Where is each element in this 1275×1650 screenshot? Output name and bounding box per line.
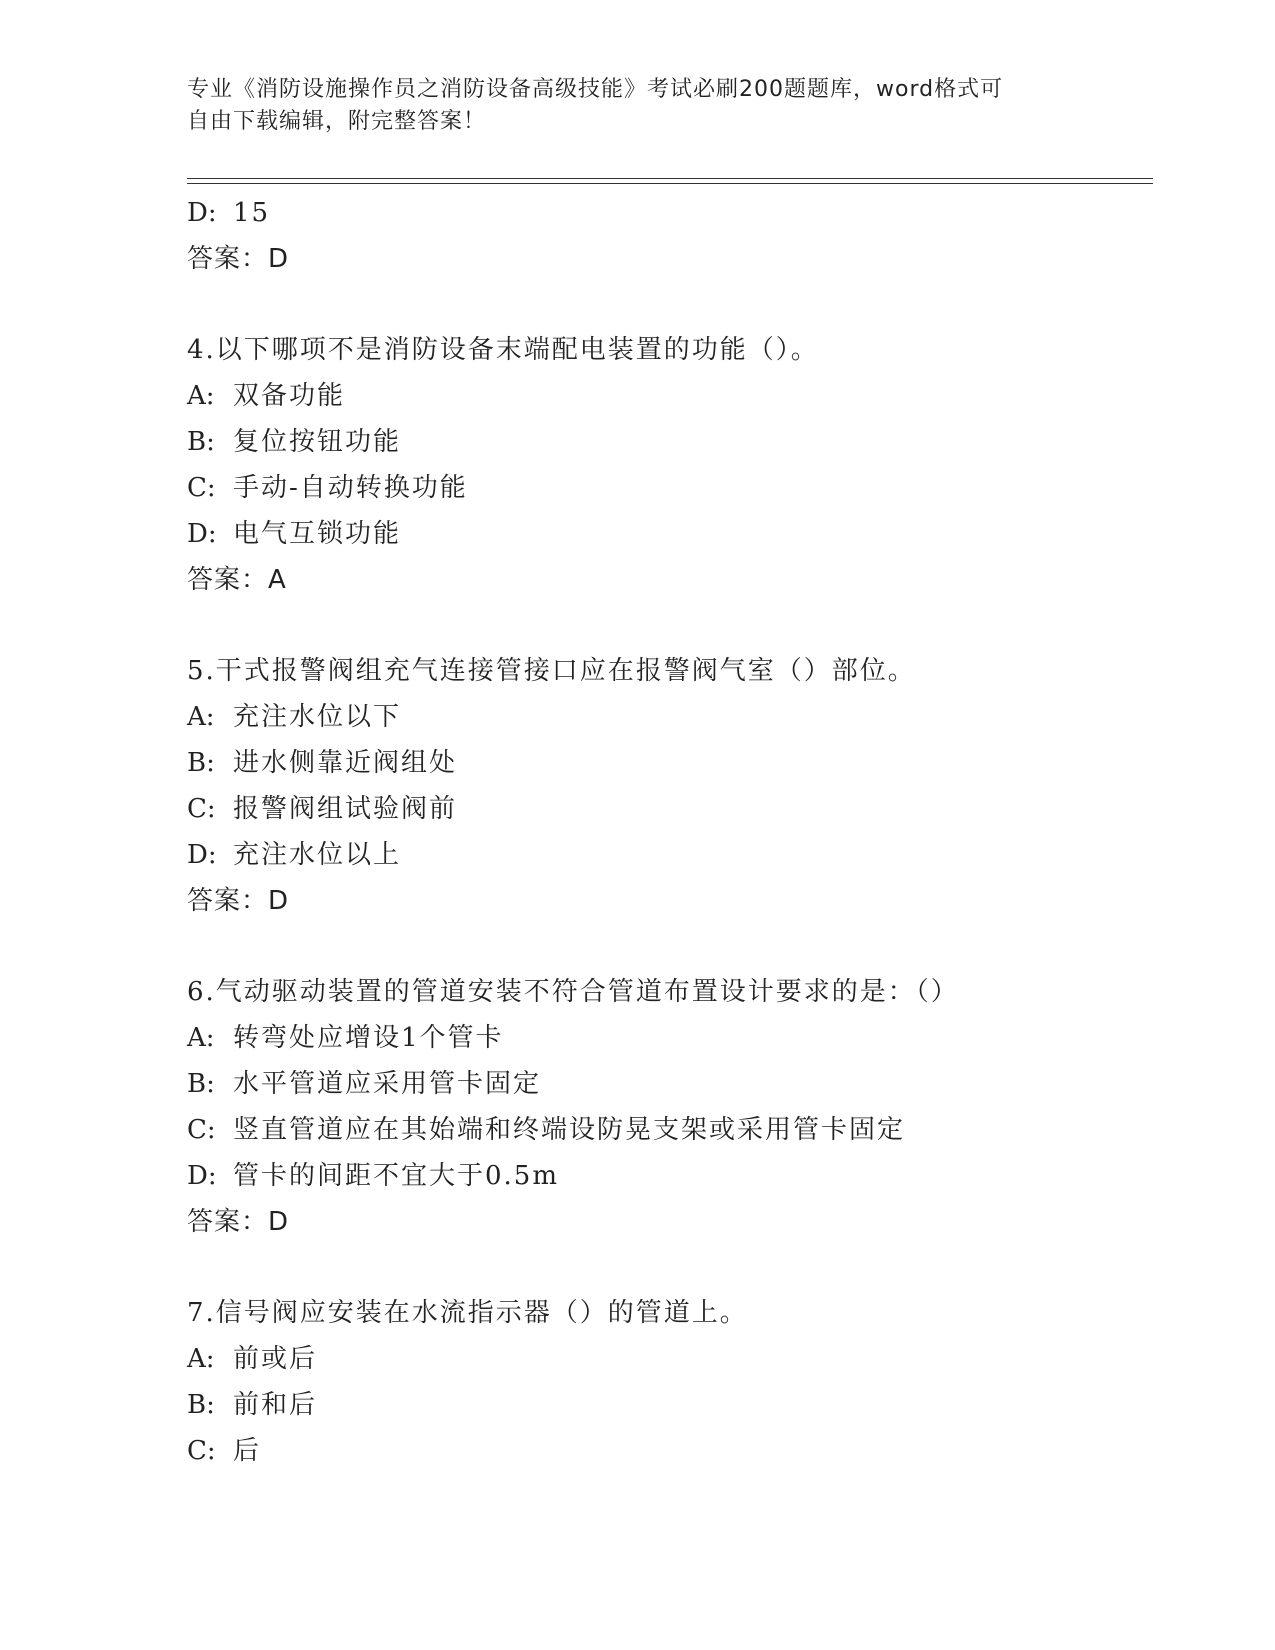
question-3 (187, 190, 1153, 282)
option-letter: D: (187, 198, 217, 228)
option-letter: B: (187, 427, 215, 457)
option-text: 双备功能 (233, 381, 346, 411)
header-line-2: 自由下载编辑，附完整答案！ (187, 109, 487, 134)
option-letter: D: (187, 840, 217, 870)
option-c (187, 786, 1153, 832)
option-letter: D: (187, 519, 217, 549)
option-text: 前或后 (233, 1344, 318, 1374)
question-stem: 7.信号阀应安装在水流指示器（）的管道上。 (187, 1298, 748, 1328)
option-b (187, 1061, 1153, 1107)
option-text: 报警阀组试验阀前 (233, 794, 458, 824)
answer-line: 答案：A (187, 565, 287, 595)
question-stem: 4.以下哪项不是消防设备末端配电装置的功能（）。 (187, 335, 819, 365)
question-spacer (187, 282, 1153, 327)
option-a (187, 1015, 1153, 1061)
answer-line: 答案：D (187, 244, 290, 274)
option-d (187, 190, 1153, 236)
option-text: 充注水位以上 (233, 840, 402, 870)
option-letter: A: (187, 702, 215, 732)
question-spacer (187, 1245, 1153, 1290)
option-a (187, 1336, 1153, 1382)
question-spacer (187, 603, 1153, 648)
option-text: 手动-自动转换功能 (233, 473, 468, 503)
option-d (187, 511, 1153, 557)
question-5 (187, 648, 1153, 924)
header-line-1: 专业《消防设施操作员之消防设备高级技能》考试必刷200题题库，word格式可 (187, 77, 1004, 102)
document-header (187, 74, 1067, 138)
question-stem: 5.干式报警阀组充气连接管接口应在报警阀气室（）部位。 (187, 656, 916, 686)
option-text: 管卡的间距不宜大于0.5m (233, 1161, 560, 1191)
answer-line: 答案：D (187, 1207, 290, 1237)
question-7 (187, 1290, 1153, 1474)
option-c (187, 1107, 1153, 1153)
option-letter: C: (187, 794, 216, 824)
option-d (187, 832, 1153, 878)
option-text: 15 (233, 198, 271, 228)
option-text: 后 (233, 1436, 262, 1466)
option-b (187, 1382, 1153, 1428)
option-d (187, 1153, 1153, 1199)
option-text: 进水侧靠近阀组处 (233, 748, 458, 778)
header-divider-bottom (187, 183, 1153, 184)
question-stem: 6.气动驱动装置的管道安装不符合管道布置设计要求的是：（） (187, 977, 959, 1007)
option-text: 电气互锁功能 (233, 519, 402, 549)
option-c (187, 1428, 1153, 1474)
option-letter: A: (187, 1344, 215, 1374)
question-6 (187, 969, 1153, 1245)
option-a (187, 373, 1153, 419)
option-text: 竖直管道应在其始端和终端设防晃支架或采用管卡固定 (233, 1115, 906, 1145)
option-b (187, 419, 1153, 465)
option-letter: B: (187, 1390, 215, 1420)
option-text: 前和后 (233, 1390, 318, 1420)
option-letter: B: (187, 748, 215, 778)
option-letter: A: (187, 1023, 215, 1053)
option-b (187, 740, 1153, 786)
option-letter: A: (187, 381, 215, 411)
option-letter: C: (187, 473, 216, 503)
option-letter: B: (187, 1069, 215, 1099)
option-c (187, 465, 1153, 511)
option-text: 充注水位以下 (233, 702, 402, 732)
answer-line: 答案：D (187, 886, 290, 916)
option-text: 复位按钮功能 (233, 427, 402, 457)
option-text: 转弯处应增设1个管卡 (233, 1023, 504, 1053)
option-letter: C: (187, 1436, 216, 1466)
question-list (187, 190, 1153, 1474)
option-letter: C: (187, 1115, 216, 1145)
option-a (187, 694, 1153, 740)
option-letter: D: (187, 1161, 217, 1191)
option-text: 水平管道应采用管卡固定 (233, 1069, 542, 1099)
question-spacer (187, 924, 1153, 969)
question-4 (187, 327, 1153, 603)
header-divider-top (187, 178, 1153, 179)
